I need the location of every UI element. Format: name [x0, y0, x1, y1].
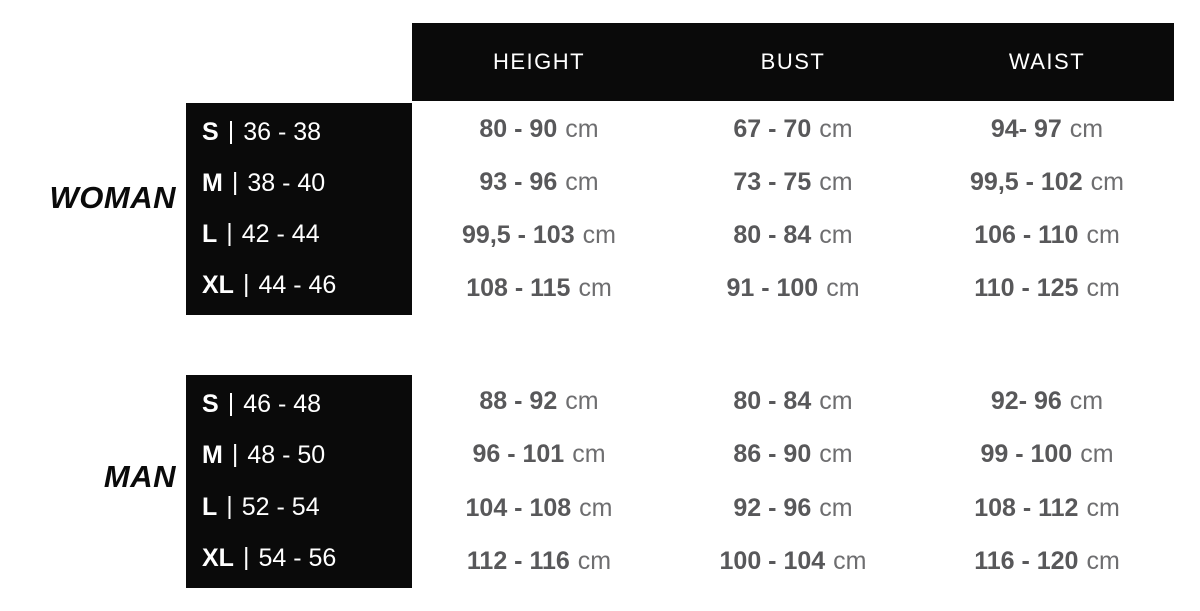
value-cell-man-m-height [412, 428, 666, 481]
size-range: 54 - 56 [258, 543, 337, 572]
value-unit: cm [572, 440, 606, 469]
value-unit: cm [819, 493, 853, 522]
value-number: 92 - 96 [733, 493, 812, 522]
value-unit: cm [565, 168, 599, 196]
size-separator: | [231, 440, 239, 469]
value-cell-woman-xl-height [412, 262, 666, 315]
size-separator: | [226, 491, 233, 520]
value-number: 99 - 100 [980, 440, 1073, 469]
value-cell-woman-s-height [412, 103, 666, 156]
size-letter: S [202, 118, 219, 146]
value-cell-man-xl-bust [666, 535, 920, 588]
size-row-man-m [202, 441, 412, 470]
size-range: 38 - 40 [247, 169, 326, 197]
value-number: 99,5 - 102 [970, 168, 1083, 196]
column-header-waist: WAIST [1008, 49, 1086, 74]
value-cell-man-s-waist [920, 375, 1174, 428]
value-cell-woman-xl-waist [920, 262, 1174, 315]
size-row-woman-xl [202, 271, 412, 300]
value-unit: cm [565, 115, 599, 143]
size-range: 46 - 48 [243, 390, 322, 419]
value-cell-man-l-waist [920, 482, 1174, 535]
value-unit: cm [1080, 440, 1114, 469]
value-unit: cm [819, 115, 853, 143]
value-number: 96 - 101 [472, 440, 565, 469]
size-letter: XL [202, 543, 234, 572]
size-letter: M [202, 441, 223, 470]
size-letter: S [202, 390, 219, 419]
size-separator: | [231, 168, 239, 196]
value-cell-man-xl-height [412, 535, 666, 588]
value-number: 108 - 115 [466, 274, 571, 302]
size-range: 42 - 44 [241, 220, 320, 248]
size-letter: M [202, 169, 223, 197]
value-cell-woman-m-waist [920, 156, 1174, 209]
value-number: 91 - 100 [726, 274, 819, 302]
size-range: 36 - 38 [243, 118, 322, 146]
value-cell-woman-m-bust [666, 156, 920, 209]
value-number: 92- 96 [990, 387, 1062, 416]
value-number: 108 - 112 [974, 493, 1079, 522]
size-row-woman-m [202, 169, 412, 198]
size-letter: XL [202, 271, 234, 299]
value-number: 80 - 84 [733, 387, 812, 416]
size-row-woman-l [202, 220, 412, 249]
value-number: 116 - 120 [974, 546, 1079, 575]
value-number: 100 - 104 [719, 546, 826, 575]
value-cell-man-xl-waist [920, 535, 1174, 588]
value-cell-woman-m-height [412, 156, 666, 209]
size-row-man-xl [202, 544, 412, 573]
value-number: 112 - 116 [466, 546, 570, 575]
size-letter: L [202, 220, 218, 248]
size-range: 44 - 46 [258, 271, 337, 299]
value-number: 104 - 108 [465, 493, 572, 522]
value-cell-man-m-waist [920, 428, 1174, 481]
value-cell-woman-l-waist [920, 209, 1174, 262]
size-letter: L [202, 492, 218, 521]
size-separator: | [242, 270, 250, 298]
value-number: 86 - 90 [733, 440, 812, 469]
size-range: 48 - 50 [247, 441, 326, 470]
value-cell-man-s-bust [666, 375, 920, 428]
size-row-woman-s [202, 118, 412, 147]
value-cell-man-l-height [412, 482, 666, 535]
value-unit: cm [819, 387, 853, 416]
value-unit: cm [582, 221, 616, 249]
value-number: 93 - 96 [479, 168, 558, 196]
column-header-bust: BUST [760, 49, 826, 74]
value-number: 67 - 70 [733, 115, 812, 143]
value-unit: cm [579, 493, 613, 522]
size-row-man-l [202, 493, 412, 522]
size-range: 52 - 54 [241, 492, 320, 521]
value-unit: cm [1086, 546, 1120, 575]
value-number: 110 - 125 [974, 274, 1079, 302]
value-unit: cm [1086, 221, 1120, 249]
value-unit: cm [578, 274, 612, 302]
size-separator: | [227, 389, 235, 418]
value-cell-woman-s-waist [920, 103, 1174, 156]
table-header [412, 23, 1174, 101]
section-label-man: MAN [103, 459, 176, 494]
value-number: 106 - 110 [974, 221, 1079, 249]
value-unit: cm [577, 546, 612, 575]
value-number: 94- 97 [990, 115, 1062, 143]
size-separator: | [242, 542, 250, 571]
value-unit: cm [826, 274, 860, 302]
size-box-man [186, 375, 412, 588]
value-cell-woman-xl-bust [666, 262, 920, 315]
value-number: 73 - 75 [733, 168, 812, 196]
value-unit: cm [819, 440, 853, 469]
size-box-woman [186, 103, 412, 315]
section-label-woman: WOMAN [49, 180, 176, 215]
value-unit: cm [833, 546, 867, 575]
value-cell-woman-l-bust [666, 209, 920, 262]
value-cell-woman-s-bust [666, 103, 920, 156]
value-cell-man-l-bust [666, 482, 920, 535]
value-unit: cm [1069, 387, 1104, 416]
size-separator: | [226, 219, 233, 247]
value-cell-man-s-height [412, 375, 666, 428]
value-unit: cm [1069, 115, 1104, 143]
values-woman [412, 103, 1174, 315]
value-unit: cm [1090, 168, 1124, 196]
value-number: 99,5 - 103 [462, 221, 575, 249]
value-number: 88 - 92 [479, 387, 558, 416]
value-cell-woman-l-height [412, 209, 666, 262]
value-number: 80 - 90 [479, 115, 558, 143]
size-separator: | [227, 117, 235, 145]
value-number: 80 - 84 [733, 221, 812, 249]
value-unit: cm [565, 387, 599, 416]
column-header-height: HEIGHT [492, 49, 586, 74]
value-unit: cm [819, 221, 853, 249]
value-unit: cm [1086, 274, 1120, 302]
value-unit: cm [1086, 493, 1120, 522]
value-cell-man-m-bust [666, 428, 920, 481]
size-row-man-s [202, 390, 412, 419]
value-unit: cm [819, 168, 853, 196]
values-man [412, 375, 1174, 588]
